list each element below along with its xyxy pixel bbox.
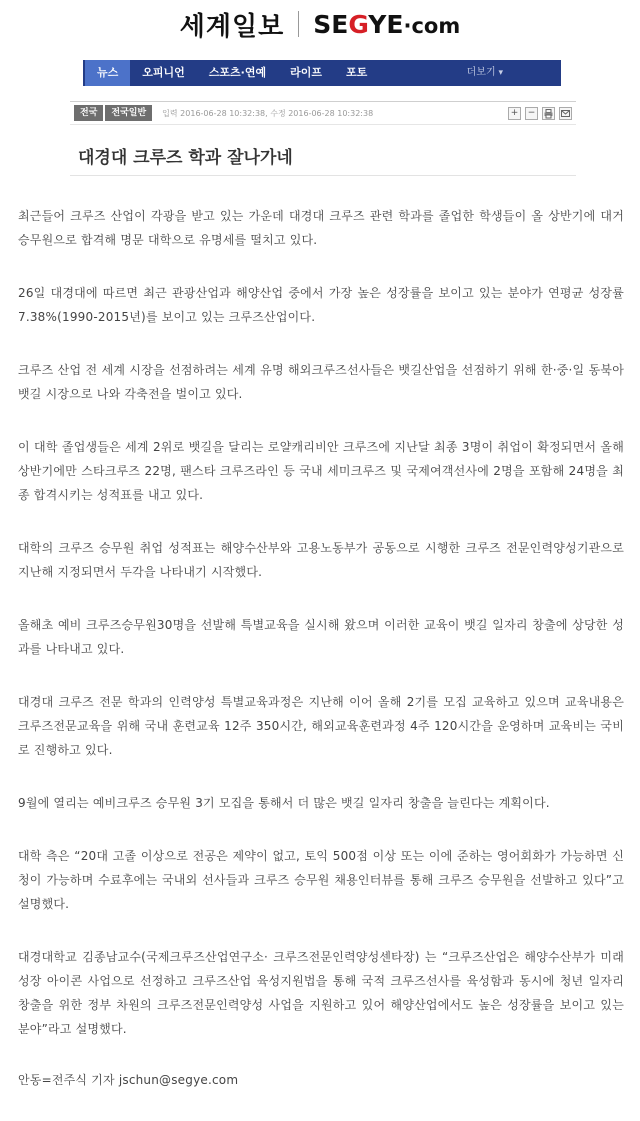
logo-en-b: YE: [368, 9, 404, 39]
article-paragraph: 대학의 크루즈 승무원 취업 성적표는 해양수산부와 고용노동부가 공동으로 시행한 크루즈 전문인력양성기관으로 지난해 지정되면서 두각을 나타내기 시작했다.: [18, 541, 624, 579]
article-tools: [508, 107, 572, 120]
article-paragraph: 최근들어 크루즈 산업이 각광을 받고 있는 가운데 대경대 크루즈 관련 학과를 졸업한 학생들이 올 상반기에 대거 승무원으로 합격해 명문 대학으로 유명세를 떨치고 있다.: [18, 209, 624, 247]
logo-en-g: G: [348, 9, 369, 39]
breadcrumb-bar: [70, 101, 576, 125]
nav-item-news[interactable]: 뉴스: [85, 60, 130, 86]
logo-en-domain: ·com: [403, 13, 461, 38]
nav-item-photo[interactable]: 포토: [345, 66, 368, 79]
nav-more-button[interactable]: [455, 60, 515, 86]
masthead: [0, 6, 640, 42]
nav-item-sports-ent[interactable]: 스포츠·연예: [208, 66, 267, 79]
chevron-down-icon: ▾: [495, 68, 503, 78]
font-decrease-icon[interactable]: −: [525, 107, 538, 120]
article-paragraph: 9월에 열리는 예비크루즈 승무원 3기 모집을 통해서 더 많은 뱃길 일자리 창출을 늘린다는 계획이다.: [18, 796, 550, 810]
breadcrumb-item-general[interactable]: 전국일반: [105, 105, 152, 121]
article-paragraph: 올해초 예비 크루즈승무원30명을 선발해 특별교육을 실시해 왔으며 이러한 교육이 뱃길 일자리 창출에 상당한 성과를 나타내고 있다.: [18, 618, 624, 656]
article-paragraph: 대경대 크루즈 전문 학과의 인력양성 특별교육과정은 지난해 이어 올해 2기를 모집 교육하고 있으며 교육내용은 크루즈전문교육을 위해 국내 훈련교육 12주 350시간, 해외교육훈련과정 4주 120시간을 운영하며 교육비는 국비로 진행하고 있다.: [18, 695, 624, 757]
article-headline: 대경대 크루즈 학과 잘나가네: [78, 148, 293, 168]
logo-english[interactable]: [313, 10, 460, 39]
article-paragraph: 대학 측은 “20대 고졸 이상으로 전공은 제약이 없고, 토익 500점 이상 또는 이에 준하는 영어회화가 가능하면 신청이 가능하며 수료후에는 국내외 선사들과 크루즈 승무원 채용인터뷰를 통해 크루즈 승무원을 선발하고 있다”고 설명했다.: [18, 849, 624, 911]
article-dates: 입력 2016-06-28 10:32:38, 수정 2016-06-28 10:32:38: [162, 108, 374, 118]
article-body: [18, 204, 624, 1121]
breadcrumb-item-region[interactable]: 전국: [74, 105, 103, 121]
nav-item-opinion[interactable]: 오피니언: [142, 66, 185, 79]
article-paragraph: 크루즈 산업 전 세계 시장을 선점하려는 세계 유명 해외크루즈선사들은 뱃길산업을 선점하기 위해 한·중·일 동북아 뱃길 시장으로 나와 각축전을 벌이고 있다.: [18, 363, 624, 401]
article-paragraph: 이 대학 졸업생들은 세계 2위로 뱃길을 달리는 로얄캐리비안 크루즈에 지난달 최종 3명이 취업이 확정되면서 올해 상반기에만 스타크루즈 22명, 팬스타 크루즈라인 등 국내 세미크루즈 및 국제여객선사에 2명을 포함해 24명을 최종 합격시키는 성적표를 내고 있다.: [18, 440, 624, 502]
logo-divider: [298, 11, 299, 37]
article-paragraph: 대경대학교 김종남교수(국제크루즈산업연구소· 크루즈전문인력양성센타장) 는 “크루즈산업은 해양수산부가 미래 성장 아이콘 사업으로 선정하고 크루즈산업 육성지원법을 통해 국적 크루즈선사를 육성함과 동시에 청년 일자리 창출을 위한 정부 차원의 크루즈전문인력양성 사업을 지원하고 있어 해양산업에서도 높은 성장률을 보이고 있는 분야”라고 설명했다.: [18, 950, 624, 1036]
main-nav: [83, 60, 561, 86]
print-icon[interactable]: [542, 107, 555, 120]
article-byline: 안동=전주식 기자 jschun@segye.com: [18, 1073, 239, 1087]
logo-korean[interactable]: 세계일보: [179, 11, 285, 42]
article-paragraph: 26일 대경대에 따르면 최근 관광산업과 해양산업 중에서 가장 높은 성장률을 보이고 있는 분야가 연평균 성장률 7.38%(1990-2015년)를 보이고 있는 크루즈산업이다.: [18, 286, 624, 324]
logo-en-a: SE: [313, 9, 349, 39]
font-increase-icon[interactable]: +: [508, 107, 521, 120]
headline-divider: [70, 175, 576, 176]
nav-more-label: 더보기: [466, 67, 496, 78]
email-icon[interactable]: [559, 107, 572, 120]
nav-item-life[interactable]: 라이프: [290, 66, 322, 79]
